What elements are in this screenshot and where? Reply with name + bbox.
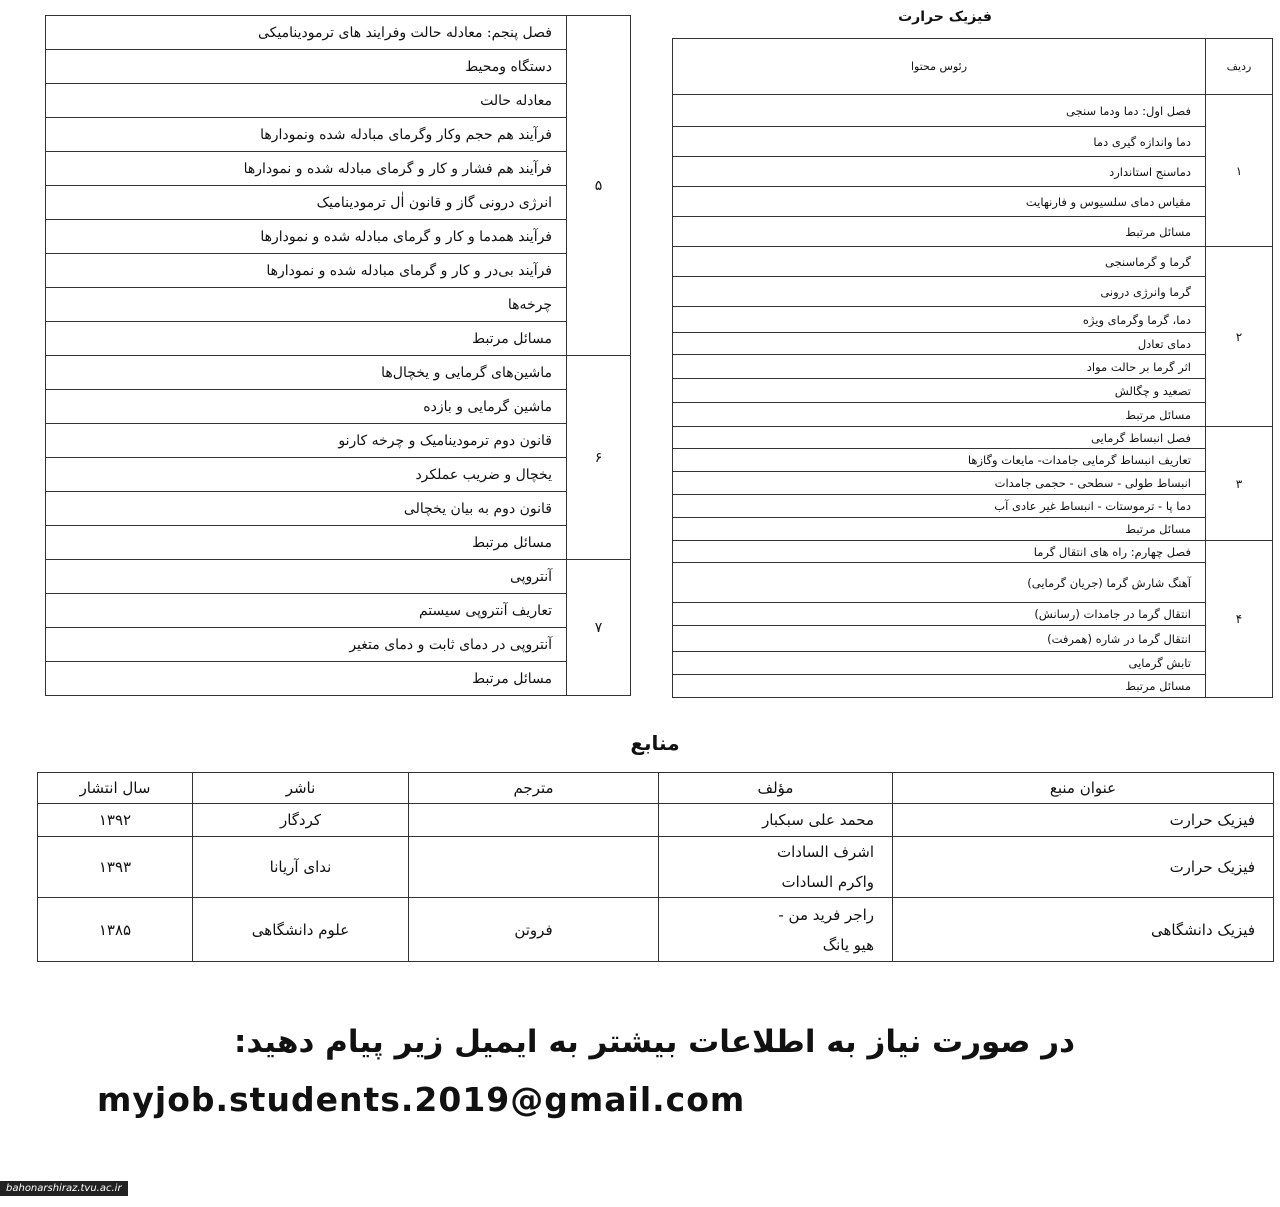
table-row: [673, 379, 1273, 403]
table-row: [673, 626, 1273, 652]
contact-email[interactable]: myjob.students.2019@gmail.com: [97, 1080, 746, 1119]
section-number: ۲: [1206, 247, 1273, 427]
table-row: [46, 492, 631, 526]
topic-item: مسائل مرتبط: [46, 662, 567, 696]
table-row: [46, 458, 631, 492]
table-row: [673, 603, 1273, 626]
topic-item: آنتروپی در دمای ثابت و دمای متغیر: [46, 628, 567, 662]
topic-item: فرآیند همدما و کار و گرمای مبادله شده و نمودارها: [46, 220, 567, 254]
table-row: [46, 84, 631, 118]
table-row: [673, 333, 1273, 355]
topic-item: ماشین گرمایی و بازده: [46, 390, 567, 424]
table-row: [46, 560, 631, 594]
header-year: سال انتشار: [38, 773, 193, 804]
source-author: [659, 804, 893, 837]
header-publisher: ناشر: [193, 773, 409, 804]
topic-item: دماسنج استاندارد: [673, 157, 1206, 187]
topic-item: انتقال گرما در جامدات (رسانش): [673, 603, 1206, 626]
table-row: [46, 356, 631, 390]
topic-item: فصل پنجم: معادله حالت وفرایند های ترمودینامیکی: [46, 16, 567, 50]
source-publisher: علوم دانشگاهی: [193, 898, 409, 962]
header-row-number: ردیف: [1206, 39, 1273, 95]
topic-item: فرآیند بی‌در و کار و گرمای مبادله شده و نمودارها: [46, 254, 567, 288]
table-row: [673, 563, 1273, 603]
topic-item: مسائل مرتبط: [46, 322, 567, 356]
topic-item: دمای تعادل: [673, 333, 1206, 355]
topic-item: مسائل مرتبط: [673, 403, 1206, 427]
topic-item: مسائل مرتبط: [46, 526, 567, 560]
topic-item: دستگاه ومحیط: [46, 50, 567, 84]
topic-item: مسائل مرتبط: [673, 675, 1206, 698]
topic-item: گرما وانرژی درونی: [673, 277, 1206, 307]
sources-title: منابع: [630, 731, 680, 755]
topic-item: مسائل مرتبط: [673, 217, 1206, 247]
topic-item: فرآیند هم حجم وکار وگرمای مبادله شده ونمودارها: [46, 118, 567, 152]
table-row: [46, 220, 631, 254]
topic-item: آهنگ شارش گرما (جریان گرمایی): [673, 563, 1206, 603]
table-row: [673, 472, 1273, 495]
topic-item: دما پا - ترموستات - انبساط غیر عادی آب: [673, 495, 1206, 518]
table-row: [673, 187, 1273, 217]
source-title: فیزیک حرارت: [893, 837, 1274, 898]
table-row: [673, 652, 1273, 675]
table-row: [46, 390, 631, 424]
section-number: ۵: [567, 16, 631, 356]
table-row: [46, 50, 631, 84]
sources-table: [37, 772, 1274, 962]
topic-item: دما واندازه گیری دما: [673, 127, 1206, 157]
author-line: محمد علی سبکبار: [762, 811, 874, 829]
section-number: ۱: [1206, 95, 1273, 247]
table-row: [673, 449, 1273, 472]
header-translator: مترجم: [409, 773, 659, 804]
source-year: ۱۳۸۵: [38, 898, 193, 962]
table-row: [46, 16, 631, 50]
author-line: هیو یانگ: [822, 935, 874, 954]
topic-item: تصعید و چگالش: [673, 379, 1206, 403]
source-translator: [409, 804, 659, 837]
section-number: ۳: [1206, 427, 1273, 541]
topic-item: فصل اول: دما ودما سنجی: [673, 95, 1206, 127]
author-line: واکرم السادات: [781, 873, 874, 891]
author-line: اشرف السادات: [777, 843, 874, 861]
topic-item: انبساط طولی - سطحی - حجمی جامدات: [673, 472, 1206, 495]
topic-item: اثر گرما بر حالت مواد: [673, 355, 1206, 379]
topic-item: تعاریف آنتروپی سیستم: [46, 594, 567, 628]
table-row: [38, 837, 1274, 898]
source-year: ۱۳۹۳: [38, 837, 193, 898]
table-row: [673, 518, 1273, 541]
topic-item: ماشین‌های گرمایی و یخچال‌ها: [46, 356, 567, 390]
header-source-title: عنوان منبع: [893, 773, 1274, 804]
table-row: [46, 526, 631, 560]
topic-item: فصل انبساط گرمایی: [673, 427, 1206, 449]
table-row: [673, 217, 1273, 247]
topic-item: چرخه‌ها: [46, 288, 567, 322]
source-translator: [409, 837, 659, 898]
topic-item: دما، گرما وگرمای ویژه: [673, 307, 1206, 333]
topic-item: معادله حالت: [46, 84, 567, 118]
table-row: [673, 427, 1273, 449]
table-row: [46, 628, 631, 662]
table-row: [38, 804, 1274, 837]
topic-item: انرژی درونی گاز و قانون اٰل ترمودینامیک: [46, 186, 567, 220]
source-title: فیزیک دانشگاهی: [893, 898, 1274, 962]
source-author: [659, 898, 893, 962]
table-row: [673, 541, 1273, 563]
source-translator: فروتن: [409, 898, 659, 962]
section-number: ۴: [1206, 541, 1273, 698]
source-author: [659, 837, 893, 898]
topic-item: تعاریف انبساط گرمایی جامدات- مایعات وگازها: [673, 449, 1206, 472]
course-topics-table-right: [672, 38, 1273, 698]
table-row: [46, 254, 631, 288]
topic-item: فرآیند هم فشار و کار و گرمای مبادله شده و نمودارها: [46, 152, 567, 186]
topic-item: مسائل مرتبط: [673, 518, 1206, 541]
table-row: [46, 322, 631, 356]
topic-item: مقیاس دمای سلسیوس و فارنهایت: [673, 187, 1206, 217]
table-row: [673, 307, 1273, 333]
topic-item: یخچال و ضریب عملکرد: [46, 458, 567, 492]
table-row: [46, 288, 631, 322]
header-content: رئوس محتوا: [673, 39, 1206, 95]
table-row: [673, 277, 1273, 307]
topic-item: قانون دوم ترمودینامیک و چرخه کارنو: [46, 424, 567, 458]
contact-message: در صورت نیاز به اطلاعات بیشتر به ایمیل زیر پیام دهید:: [234, 1024, 1075, 1060]
table-row: [46, 118, 631, 152]
table-row: [673, 247, 1273, 277]
table-row: [46, 186, 631, 220]
section-number: ۷: [567, 560, 631, 696]
site-watermark: bahonarshiraz.tvu.ac.ir: [0, 1181, 128, 1196]
section-number: ۶: [567, 356, 631, 560]
topic-item: انتقال گرما در شاره (همرفت): [673, 626, 1206, 652]
table-row: [673, 403, 1273, 427]
table-row: [673, 157, 1273, 187]
source-publisher: ندای آریانا: [193, 837, 409, 898]
table-row: [46, 662, 631, 696]
topic-item: تابش گرمایی: [673, 652, 1206, 675]
table-row: [46, 152, 631, 186]
author-line: راجر فرید من -: [778, 905, 874, 924]
topic-item: گرما و گرماسنجی: [673, 247, 1206, 277]
table-row: [673, 95, 1273, 127]
source-title: فیزیک حرارت: [893, 804, 1274, 837]
topic-item: فصل چهارم: راه های انتقال گرما: [673, 541, 1206, 563]
right-table-body: [673, 95, 1273, 698]
table-row: [673, 675, 1273, 698]
source-year: ۱۳۹۲: [38, 804, 193, 837]
header-author: مؤلف: [659, 773, 893, 804]
table-row: [673, 495, 1273, 518]
table-row: [673, 127, 1273, 157]
topic-item: قانون دوم به بیان یخچالی: [46, 492, 567, 526]
topic-item: آنتروپی: [46, 560, 567, 594]
source-publisher: کردگار: [193, 804, 409, 837]
table-row: [38, 898, 1274, 962]
table-row: [46, 424, 631, 458]
table-row: [673, 355, 1273, 379]
page-title: فیزیک حرارت: [898, 9, 992, 25]
table-row: [46, 594, 631, 628]
left-table-body: [46, 16, 631, 696]
course-topics-table-left: [45, 15, 631, 696]
